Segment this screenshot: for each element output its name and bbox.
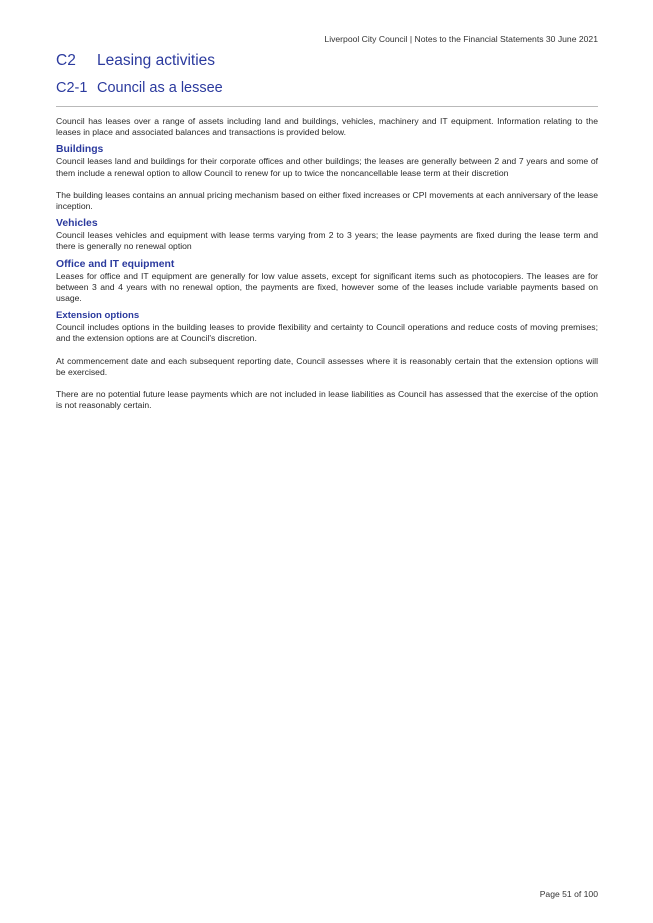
buildings-paragraph-2: The building leases contains an annual pricing mechanism based on either fixed increases or CPI movements at each anniversary of the lease inception. bbox=[56, 189, 598, 212]
extension-paragraph-3: There are no potential future lease payments which are not included in lease liabilities as Council has assessed that the exercise of the option is not reasonably certain. bbox=[56, 389, 598, 411]
office-it-heading: Office and IT equipment bbox=[56, 258, 175, 270]
vehicles-heading: Vehicles bbox=[56, 218, 98, 230]
subsection-number: C2-1 bbox=[56, 80, 88, 96]
main-content bbox=[56, 116, 598, 411]
section-title bbox=[56, 52, 215, 70]
intro-paragraph: Council has leases over a range of assets including land and buildings, vehicles, machinery and IT equipment. Information relating to the leases in place and associated balances and transactions is provided below. bbox=[56, 116, 598, 138]
vehicles-paragraph: Council leases vehicles and equipment with lease terms varying from 2 to 3 years; the lease payments are fixed during the lease term and there is generally no renewal option bbox=[56, 230, 598, 252]
section-number: C2 bbox=[56, 52, 76, 69]
office-it-paragraph: Leases for office and IT equipment are generally for low value assets, except for significant items such as photocopiers. The leases are for between 3 and 4 years with no renewal option, the payments are fixed, however some of the leases include variable payments based on usage. bbox=[56, 270, 598, 304]
buildings-paragraph-1: Council leases land and buildings for their corporate offices and other buildings; the leases are generally between 2 and 7 years and some of them include a renewal option to allow Council to renew for up to twice the noncancellable lease term at their discretion bbox=[56, 156, 598, 178]
subsection-title-text: Council as a lessee bbox=[97, 80, 223, 96]
extension-paragraph-2: At commencement date and each subsequent reporting date, Council assesses where it is reasonably certain that the extension options will be exercised. bbox=[56, 355, 598, 377]
running-header: Liverpool City Council | Notes to the Financial Statements 30 June 2021 bbox=[324, 34, 598, 44]
extension-options-heading: Extension options bbox=[56, 310, 140, 322]
section-divider bbox=[56, 106, 598, 107]
section-title-text: Leasing activities bbox=[97, 52, 216, 69]
subsection-title bbox=[56, 80, 223, 96]
extension-paragraph-1: Council includes options in the building leases to provide flexibility and certainty to Council operations and reduce costs of moving premises; and the extension options are at Council's discretion. bbox=[56, 322, 598, 344]
buildings-heading: Buildings bbox=[56, 144, 104, 156]
page-number: Page 51 of 100 bbox=[539, 889, 598, 899]
